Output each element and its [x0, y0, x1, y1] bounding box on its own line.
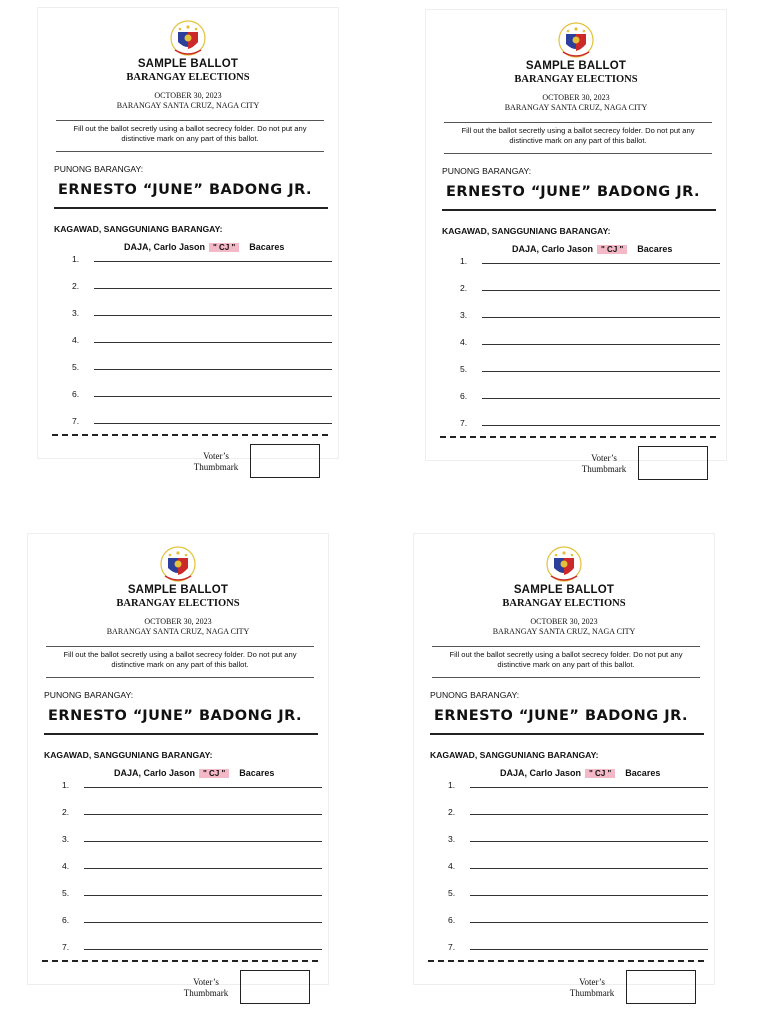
divider [46, 677, 314, 678]
write-in-line[interactable] [94, 396, 332, 397]
row-number: 4. [72, 335, 80, 345]
write-in-line[interactable] [84, 922, 322, 923]
punong-barangay-candidate: ERNESTO “JUNE” BADONG JR. [48, 708, 303, 724]
write-in-line[interactable] [482, 344, 720, 345]
kagawad-row [460, 414, 720, 428]
row-number: 5. [460, 364, 468, 374]
kagawad-row [62, 830, 322, 844]
write-in-line[interactable] [482, 290, 720, 291]
row-number: 6. [62, 915, 70, 925]
row-number: 6. [72, 389, 80, 399]
candidate-nickname: " CJ " [597, 245, 627, 254]
kagawad-row [460, 387, 720, 401]
candidate-nickname: " CJ " [199, 769, 229, 778]
kagawad-row [62, 857, 322, 871]
kagawad-row [62, 938, 322, 952]
candidate-surname: Bacares [637, 244, 673, 254]
write-in-line[interactable] [482, 398, 720, 399]
row-number: 7. [460, 418, 468, 428]
position-kagawad: KAGAWAD, SANGGUNIANG BARANGAY: [54, 224, 223, 234]
thumbmark-label: Voter’s Thumbmark [581, 453, 627, 474]
thumbmark-box[interactable] [250, 444, 320, 478]
row-number: 3. [62, 834, 70, 844]
thumbmark-label: Voter’s Thumbmark [183, 977, 229, 998]
ballot-subtitle: BARANGAY ELECTIONS [126, 72, 250, 83]
row-number: 3. [448, 834, 456, 844]
write-in-line[interactable] [482, 317, 720, 318]
instructions-text: Fill out the ballot secretly using a ballot secrecy folder. Do not put any distinctive mark on any part of this ballot. [461, 126, 695, 145]
write-in-line[interactable] [482, 263, 720, 264]
row-number: 2. [448, 807, 456, 817]
kagawad-row [448, 768, 708, 790]
cut-line [52, 434, 328, 436]
write-in-line[interactable] [94, 369, 332, 370]
row-number: 2. [460, 283, 468, 293]
write-in-line[interactable] [94, 423, 332, 424]
election-place: BARANGAY SANTA CRUZ, NAGA CITY [492, 627, 636, 636]
kagawad-row [72, 304, 332, 318]
kagawad-row [460, 279, 720, 293]
write-in-line[interactable] [94, 261, 332, 262]
punong-barangay-candidate: ERNESTO “JUNE” BADONG JR. [446, 184, 701, 200]
kagawad-row [460, 306, 720, 320]
write-in-line[interactable] [482, 425, 720, 426]
ballot-subtitle: BARANGAY ELECTIONS [502, 598, 626, 609]
write-in-line[interactable] [84, 868, 322, 869]
cut-line [42, 960, 318, 962]
row-number: 2. [72, 281, 80, 291]
row-number: 5. [62, 888, 70, 898]
kagawad-entry [512, 244, 672, 254]
kagawad-row [448, 803, 708, 817]
row-number: 6. [448, 915, 456, 925]
row-number: 7. [448, 942, 456, 952]
position-kagawad: KAGAWAD, SANGGUNIANG BARANGAY: [442, 226, 611, 236]
kagawad-row [72, 242, 332, 264]
cut-line [440, 436, 716, 438]
row-number: 1. [62, 780, 70, 790]
row-number: 6. [460, 391, 468, 401]
write-in-line[interactable] [84, 949, 322, 950]
thumbmark-label: Voter’s Thumbmark [569, 977, 615, 998]
philippine-seal-icon [158, 544, 198, 584]
candidate-surname: Bacares [239, 768, 275, 778]
divider [432, 646, 700, 647]
election-date: OCTOBER 30, 2023 [144, 617, 212, 626]
kagawad-row [448, 884, 708, 898]
row-number: 7. [62, 942, 70, 952]
candidate-name: DAJA, Carlo Jason [114, 768, 196, 778]
position-punong-barangay: PUNONG BARANGAY: [54, 164, 144, 174]
divider [442, 209, 716, 211]
write-in-line[interactable] [84, 814, 322, 815]
position-kagawad: KAGAWAD, SANGGUNIANG BARANGAY: [430, 750, 599, 760]
kagawad-row [448, 857, 708, 871]
row-number: 5. [448, 888, 456, 898]
instructions-text: Fill out the ballot secretly using a ballot secrecy folder. Do not put any distinctive mark on any part of this ballot. [63, 650, 297, 669]
instructions-text: Fill out the ballot secretly using a ballot secrecy folder. Do not put any distinctive mark on any part of this ballot. [449, 650, 683, 669]
write-in-line[interactable] [470, 841, 708, 842]
divider [56, 120, 324, 121]
write-in-line[interactable] [94, 342, 332, 343]
election-date: OCTOBER 30, 2023 [530, 617, 598, 626]
write-in-line[interactable] [84, 841, 322, 842]
divider [444, 122, 712, 123]
kagawad-row [72, 358, 332, 372]
ballot-title: SAMPLE BALLOT [137, 58, 239, 70]
candidate-surname: Bacares [625, 768, 661, 778]
philippine-seal-icon [556, 20, 596, 60]
candidate-name: DAJA, Carlo Jason [512, 244, 594, 254]
candidate-surname: Bacares [249, 242, 285, 252]
ballot-bottom-left [28, 534, 328, 998]
position-punong-barangay: PUNONG BARANGAY: [442, 166, 532, 176]
ballot-top-right [426, 10, 726, 474]
punong-barangay-candidate: ERNESTO “JUNE” BADONG JR. [58, 182, 313, 198]
kagawad-row [62, 911, 322, 925]
election-place: BARANGAY SANTA CRUZ, NAGA CITY [106, 627, 250, 636]
row-number: 1. [72, 254, 80, 264]
kagawad-row [62, 884, 322, 898]
divider [56, 151, 324, 152]
row-number: 7. [72, 416, 80, 426]
row-number: 3. [72, 308, 80, 318]
kagawad-entry [114, 768, 274, 778]
candidate-nickname: " CJ " [209, 243, 239, 252]
thumbmark-label: Voter’s Thumbmark [193, 451, 239, 472]
divider [444, 153, 712, 154]
ballot-subtitle: BARANGAY ELECTIONS [514, 74, 638, 85]
position-punong-barangay: PUNONG BARANGAY: [44, 690, 134, 700]
divider [44, 733, 318, 735]
ballot-title: SAMPLE BALLOT [513, 584, 615, 596]
row-number: 4. [62, 861, 70, 871]
kagawad-entry [500, 768, 660, 778]
row-number: 1. [448, 780, 456, 790]
election-date: OCTOBER 30, 2023 [154, 91, 222, 100]
write-in-line[interactable] [470, 949, 708, 950]
write-in-line[interactable] [470, 787, 708, 788]
kagawad-row [448, 938, 708, 952]
election-date: OCTOBER 30, 2023 [542, 93, 610, 102]
position-kagawad: KAGAWAD, SANGGUNIANG BARANGAY: [44, 750, 213, 760]
ballot-bottom-right [414, 534, 714, 998]
cut-line [428, 960, 704, 962]
candidate-name: DAJA, Carlo Jason [124, 242, 206, 252]
write-in-line[interactable] [94, 288, 332, 289]
divider [430, 733, 704, 735]
kagawad-row [72, 331, 332, 345]
kagawad-row [62, 803, 322, 817]
candidate-name: DAJA, Carlo Jason [500, 768, 582, 778]
write-in-line[interactable] [470, 814, 708, 815]
divider [432, 677, 700, 678]
ballot-title: SAMPLE BALLOT [127, 584, 229, 596]
kagawad-row [448, 830, 708, 844]
kagawad-row [72, 412, 332, 426]
row-number: 4. [448, 861, 456, 871]
write-in-line[interactable] [94, 315, 332, 316]
write-in-line[interactable] [84, 787, 322, 788]
candidate-nickname: " CJ " [585, 769, 615, 778]
write-in-line[interactable] [470, 922, 708, 923]
kagawad-row [72, 277, 332, 291]
kagawad-row [72, 385, 332, 399]
write-in-line[interactable] [482, 371, 720, 372]
divider [46, 646, 314, 647]
kagawad-entry [124, 242, 284, 252]
punong-barangay-candidate: ERNESTO “JUNE” BADONG JR. [434, 708, 689, 724]
kagawad-row [460, 360, 720, 374]
write-in-line[interactable] [470, 868, 708, 869]
kagawad-row [460, 333, 720, 347]
row-number: 5. [72, 362, 80, 372]
ballot-subtitle: BARANGAY ELECTIONS [116, 598, 240, 609]
ballot-top-left [38, 8, 338, 472]
election-place: BARANGAY SANTA CRUZ, NAGA CITY [504, 103, 648, 112]
thumbmark-box[interactable] [626, 970, 696, 1004]
divider [54, 207, 328, 209]
election-place: BARANGAY SANTA CRUZ, NAGA CITY [116, 101, 260, 110]
row-number: 3. [460, 310, 468, 320]
write-in-line[interactable] [470, 895, 708, 896]
row-number: 1. [460, 256, 468, 266]
kagawad-row [62, 768, 322, 790]
thumbmark-box[interactable] [638, 446, 708, 480]
kagawad-row [448, 911, 708, 925]
kagawad-row [460, 244, 720, 266]
philippine-seal-icon [544, 544, 584, 584]
ballot-title: SAMPLE BALLOT [525, 60, 627, 72]
instructions-text: Fill out the ballot secretly using a ballot secrecy folder. Do not put any distinctive mark on any part of this ballot. [73, 124, 307, 143]
position-punong-barangay: PUNONG BARANGAY: [430, 690, 520, 700]
row-number: 2. [62, 807, 70, 817]
thumbmark-box[interactable] [240, 970, 310, 1004]
philippine-seal-icon [168, 18, 208, 58]
row-number: 4. [460, 337, 468, 347]
write-in-line[interactable] [84, 895, 322, 896]
